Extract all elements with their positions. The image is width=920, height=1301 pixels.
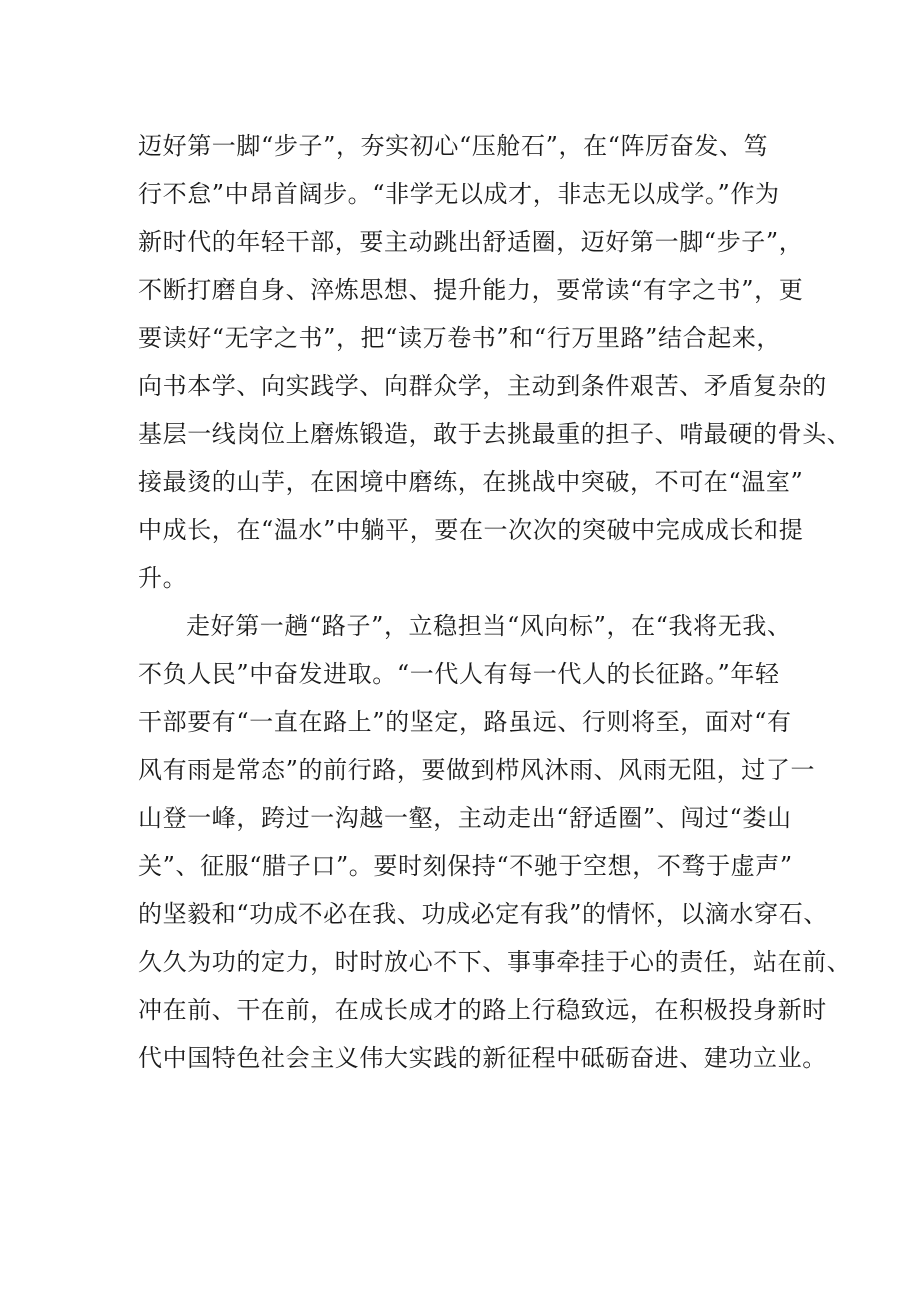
paragraph-line: 中成长，在“温水”中躺平，要在一次次的突破中完成成长和提 xyxy=(138,516,804,544)
paragraph-line: 冲在前、干在前，在成长成才的路上行稳致远，在积极投身新时 xyxy=(138,996,827,1024)
paragraph-line: 向书本学、向实践学、向群众学，主动到条件艰苦、矛盾复杂的 xyxy=(138,372,827,400)
paragraph-1 xyxy=(138,122,852,602)
paragraph-line: 风有雨是常态”的前行路，要做到栉风沐雨、风雨无阻，过了一 xyxy=(138,756,816,784)
paragraph-line: 升。 xyxy=(138,564,188,592)
paragraph-line: 不断打磨自身、淬炼思想、提升能力，要常读“有字之书”，更 xyxy=(138,276,804,304)
paragraph-line: 迈好第一脚“步子”，夯实初心“压舱石”，在“阵厉奋发、笃 xyxy=(138,132,769,160)
paragraph-line: 的坚毅和“功成不必在我、功成必定有我”的情怀，以滴水穿石、 xyxy=(138,900,828,928)
paragraph-line: 干部要有“一直在路上”的坚定，路虽远、行则将至，面对“有 xyxy=(138,708,792,736)
paragraph-line: 不负人民”中奋发进取。“一代人有每一代人的长征路。”年轻 xyxy=(138,660,780,688)
paragraph-line: 新时代的年轻干部，要主动跳出舒适圈，迈好第一脚“步子”， xyxy=(138,228,804,256)
paragraph-line: 关”、征服“腊子口”。要时刻保持“不驰于空想，不骛于虚声” xyxy=(138,852,793,880)
paragraph-line: 基层一线岗位上磨炼锻造，敢于去挑最重的担子、啃最硬的骨头、 xyxy=(138,420,852,448)
paragraph-line: 行不怠”中昂首阔步。“非学无以成才，非志无以成学。”作为 xyxy=(138,180,780,208)
document-body xyxy=(138,122,852,1082)
paragraph-line: 接最烫的山芋，在困境中磨练，在挑战中突破，不可在“温室” xyxy=(138,468,804,496)
paragraph-line: 久久为功的定力，时时放心不下、事事牵挂于心的责任，站在前、 xyxy=(138,948,852,976)
paragraph-line: 山登一峰，跨过一沟越一壑，主动走出“舒适圈”、闯过“娄山 xyxy=(138,804,792,832)
paragraph-line: 要读好“无字之书”，把“读万卷书”和“行万里路”结合起来， xyxy=(138,324,782,352)
paragraph-2 xyxy=(138,602,852,1082)
paragraph-line: 代中国特色社会主义伟大实践的新征程中砥砺奋进、建功立业。 xyxy=(138,1044,827,1072)
paragraph-line: 走好第一趟“路子”，立稳担当“风向标”，在“我将无我、 xyxy=(186,612,792,640)
